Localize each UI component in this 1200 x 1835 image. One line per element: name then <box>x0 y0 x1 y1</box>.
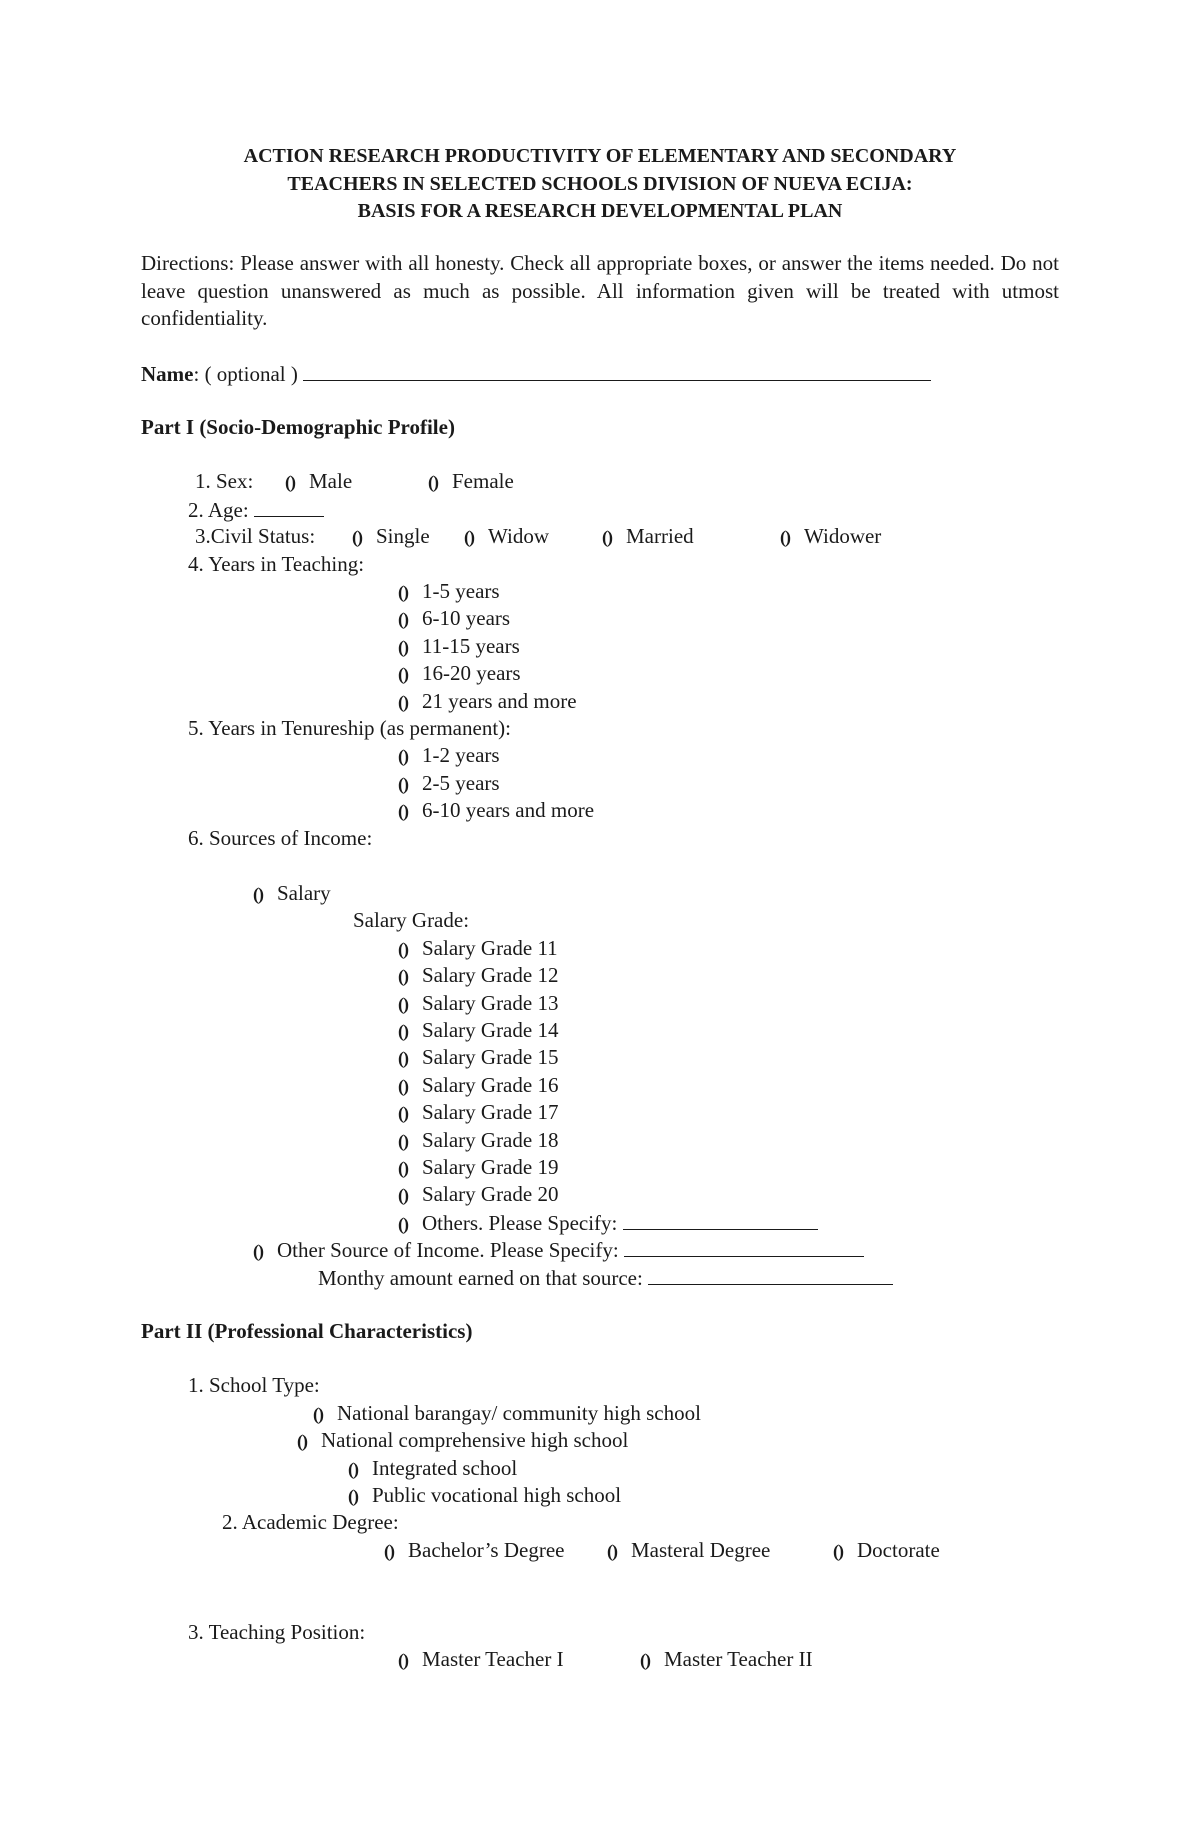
civil-status-label: 3.Civil Status: <box>195 524 316 548</box>
other-income-option[interactable]: () Other Source of Income. Please Specify: <box>253 1236 864 1265</box>
civil-option-married[interactable]: () Married <box>602 523 694 551</box>
checkbox-icon[interactable]: () <box>398 801 408 821</box>
salary-grade-option[interactable]: () Salary Grade 18 <box>398 1127 558 1155</box>
checkbox-icon[interactable]: () <box>607 1541 617 1561</box>
civil-option-widower[interactable]: () Widower <box>780 523 881 551</box>
degree-label: 2. Academic Degree: <box>222 1510 399 1534</box>
checkbox-icon[interactable]: () <box>398 994 408 1014</box>
school-type-option[interactable]: () National comprehensive high school <box>297 1427 628 1455</box>
salary-grade-option[interactable]: () Salary Grade 17 <box>398 1099 558 1127</box>
civil-option-single[interactable]: () Single <box>352 523 430 551</box>
sex-option-female[interactable]: () Female <box>428 468 514 496</box>
checkbox-icon[interactable]: () <box>398 1103 408 1123</box>
years-teaching-option[interactable]: () 1-5 years <box>398 578 500 606</box>
monthly-amount-blank[interactable] <box>648 1264 893 1285</box>
age-blank[interactable] <box>254 496 324 517</box>
school-type-label: 1. School Type: <box>188 1373 320 1397</box>
salary-grade-option[interactable]: () Salary Grade 20 <box>398 1181 558 1209</box>
checkbox-icon[interactable]: () <box>297 1431 307 1451</box>
other-income-blank[interactable] <box>624 1236 864 1257</box>
checkbox-icon[interactable]: () <box>398 1131 408 1151</box>
salary-grade-option[interactable]: () Salary Grade 13 <box>398 990 558 1018</box>
checkbox-icon[interactable]: () <box>398 774 408 794</box>
position-option-mt1[interactable]: () Master Teacher I <box>398 1646 564 1674</box>
degree-option-doctorate[interactable]: () Doctorate <box>833 1537 940 1565</box>
title-line-1: ACTION RESEARCH PRODUCTIVITY OF ELEMENTARY AND SECONDARY <box>243 145 957 167</box>
monthly-amount-row <box>318 1264 893 1292</box>
checkbox-icon[interactable]: () <box>352 527 362 547</box>
checkbox-icon[interactable]: () <box>398 1185 408 1205</box>
tenure-label: 5. Years in Tenureship (as permanent): <box>188 716 511 740</box>
checkbox-icon[interactable]: () <box>253 884 263 904</box>
school-type-option[interactable]: () Public vocational high school <box>348 1482 621 1510</box>
checkbox-icon[interactable]: () <box>398 1214 408 1234</box>
school-type-option[interactable]: () National barangay/ community high school <box>313 1400 701 1428</box>
directions-paragraph: Directions: Please answer with all honesty. Check all appropriate boxes, or answer the items needed. Do not leave question unanswered as much as possible. All information given will be treated with utmost confidentiality. <box>141 251 1059 330</box>
tenure-option[interactable]: () 2-5 years <box>398 770 500 798</box>
name-label: Name <box>141 362 194 386</box>
checkbox-icon[interactable]: () <box>398 746 408 766</box>
checkbox-icon[interactable]: () <box>348 1486 358 1506</box>
salary-grade-option[interactable]: () Salary Grade 19 <box>398 1154 558 1182</box>
part1-heading: Part I (Socio-Demographic Profile) <box>141 415 455 439</box>
years-teaching-option[interactable]: () 21 years and more <box>398 688 577 716</box>
degree-option-masteral[interactable]: () Masteral Degree <box>607 1537 770 1565</box>
checkbox-icon[interactable]: () <box>398 582 408 602</box>
checkbox-icon[interactable]: () <box>398 1158 408 1178</box>
tenure-option[interactable]: () 6-10 years and more <box>398 797 594 825</box>
checkbox-icon[interactable]: () <box>253 1241 263 1261</box>
checkbox-icon[interactable]: () <box>780 527 790 547</box>
checkbox-icon[interactable]: () <box>398 1650 408 1670</box>
checkbox-icon[interactable]: () <box>464 527 474 547</box>
checkbox-icon[interactable]: () <box>398 966 408 986</box>
income-label: 6. Sources of Income: <box>188 826 373 850</box>
checkbox-icon[interactable]: () <box>398 664 408 684</box>
years-teaching-option[interactable]: () 11-15 years <box>398 633 520 661</box>
checkbox-icon[interactable]: () <box>833 1541 843 1561</box>
name-blank[interactable] <box>303 360 931 381</box>
years-teaching-label: 4. Years in Teaching: <box>188 552 365 576</box>
position-option-mt2[interactable]: () Master Teacher II <box>640 1646 813 1674</box>
checkbox-icon[interactable]: () <box>428 472 438 492</box>
checkbox-icon[interactable]: () <box>313 1404 323 1424</box>
degree-option-bachelor[interactable]: () Bachelor’s Degree <box>384 1537 564 1565</box>
title-line-2: TEACHERS IN SELECTED SCHOOLS DIVISION OF NUEVA ECIJA: <box>287 173 913 195</box>
checkbox-icon[interactable]: () <box>398 1076 408 1096</box>
part2-heading: Part II (Professional Characteristics) <box>141 1319 473 1343</box>
salary-grade-option[interactable]: () Salary Grade 11 <box>398 935 558 963</box>
checkbox-icon[interactable]: () <box>348 1459 358 1479</box>
name-optional: : ( optional ) <box>193 362 298 386</box>
age-label: 2. Age: <box>188 498 249 522</box>
others-specify-blank[interactable] <box>623 1209 818 1230</box>
salary-grade-option[interactable]: () Salary Grade 14 <box>398 1017 558 1045</box>
checkbox-icon[interactable]: () <box>398 939 408 959</box>
salary-grade-option[interactable]: () Salary Grade 12 <box>398 962 558 990</box>
checkbox-icon[interactable]: () <box>398 609 408 629</box>
title-line-3: BASIS FOR A RESEARCH DEVELOPMENTAL PLAN <box>357 200 843 222</box>
checkbox-icon[interactable]: () <box>384 1541 394 1561</box>
position-label: 3. Teaching Position: <box>188 1620 366 1644</box>
checkbox-icon[interactable]: () <box>398 1048 408 1068</box>
salary-grade-option[interactable]: () Salary Grade 16 <box>398 1072 558 1100</box>
civil-option-widow[interactable]: () Widow <box>464 523 549 551</box>
checkbox-icon[interactable]: () <box>398 692 408 712</box>
checkbox-icon[interactable]: () <box>285 472 295 492</box>
school-type-option[interactable]: () Integrated school <box>348 1455 517 1483</box>
age-row <box>188 496 324 524</box>
salary-grade-others[interactable]: () Others. Please Specify: <box>398 1209 818 1238</box>
years-teaching-option[interactable]: () 16-20 years <box>398 660 521 688</box>
sex-option-male[interactable]: () Male <box>285 468 352 496</box>
tenure-option[interactable]: () 1-2 years <box>398 742 500 770</box>
checkbox-icon[interactable]: () <box>640 1650 650 1670</box>
sex-label: 1. Sex: <box>195 469 254 493</box>
salary-grade-option[interactable]: () Salary Grade 15 <box>398 1044 558 1072</box>
monthly-amount-label: Monthy amount earned on that source: <box>318 1266 643 1290</box>
checkbox-icon[interactable]: () <box>398 1021 408 1041</box>
income-option-salary[interactable]: () Salary <box>253 880 331 908</box>
checkbox-icon[interactable]: () <box>398 637 408 657</box>
salary-grade-label: Salary Grade: <box>353 908 470 932</box>
checkbox-icon[interactable]: () <box>602 527 612 547</box>
name-row <box>141 360 931 388</box>
years-teaching-option[interactable]: () 6-10 years <box>398 605 510 633</box>
